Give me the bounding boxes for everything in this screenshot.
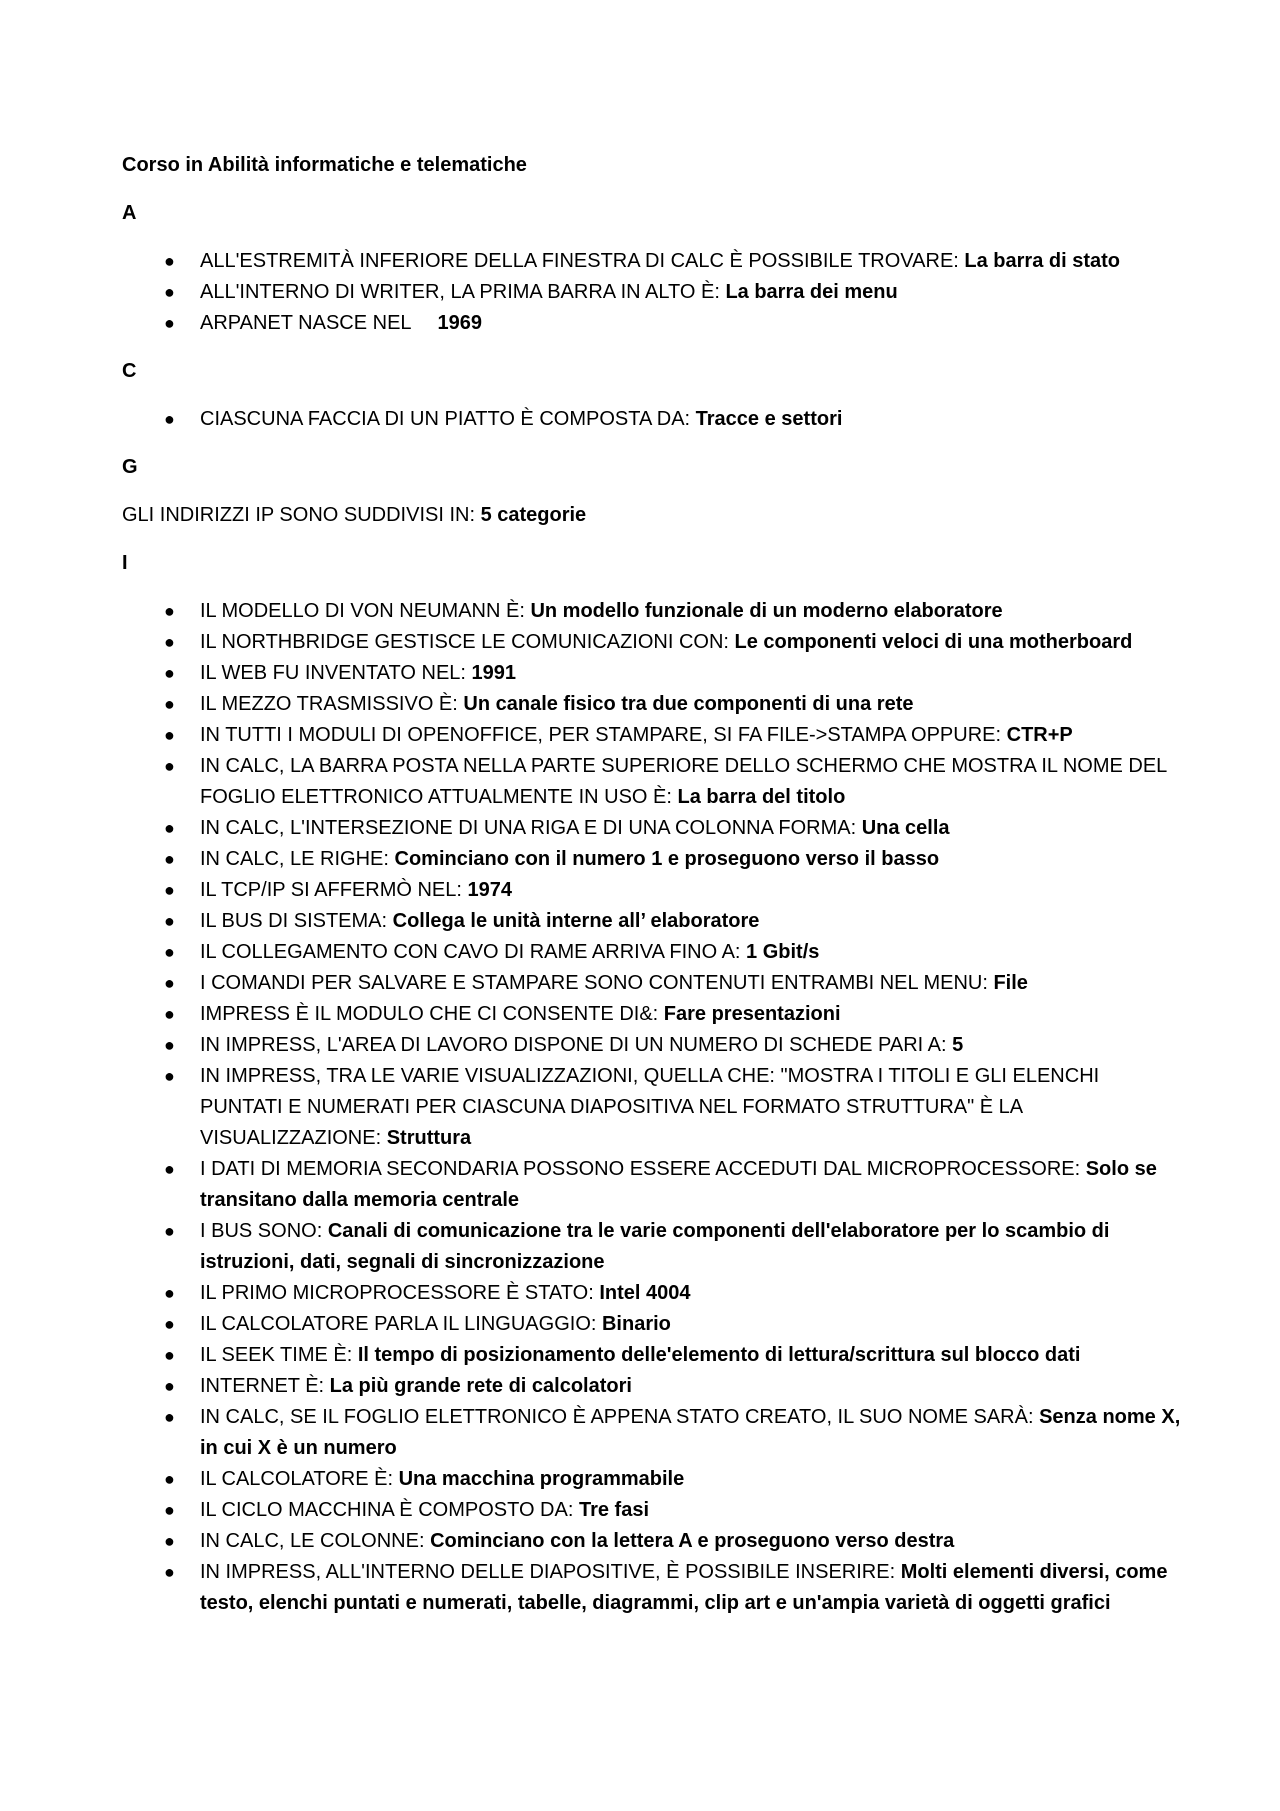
answer-text: Canali di comunicazione tra le varie componenti dell'elaboratore per lo scambio di istruzioni, dati, segnali di sincronizzazione	[200, 1220, 1110, 1273]
answer-text: La barra del titolo	[677, 786, 846, 808]
list-item	[122, 1464, 1182, 1495]
bullet-icon: ●	[164, 632, 175, 652]
answer-text: Fare presentazioni	[663, 1003, 841, 1025]
question-text: IMPRESS È IL MODULO CHE CI CONSENTE DI&:	[200, 1003, 664, 1025]
list-item	[122, 813, 1182, 844]
list-item	[122, 1278, 1182, 1309]
list-item	[122, 999, 1182, 1030]
bullet-icon: ●	[164, 818, 175, 838]
bullet-icon: ●	[164, 251, 175, 271]
question-text: IN IMPRESS, ALL'INTERNO DELLE DIAPOSITIVE, È POSSIBILE INSERIRE:	[200, 1561, 901, 1583]
list-item	[122, 1061, 1182, 1154]
list-item	[122, 1309, 1182, 1340]
list-item	[122, 1030, 1182, 1061]
answer-text: La barra dei menu	[725, 281, 898, 303]
answer-text: 5 categorie	[480, 504, 587, 526]
answer-text: Intel 4004	[599, 1282, 691, 1304]
answer-text: Senza nome X, in cui X è un numero	[200, 1406, 1181, 1459]
bullet-icon: ●	[164, 313, 175, 333]
answer-text: La più grande rete di calcolatori	[329, 1375, 632, 1397]
answer-text: 1 Gbit/s	[746, 941, 820, 963]
bullet-icon: ●	[164, 1314, 175, 1334]
bullet-icon: ●	[164, 849, 175, 869]
answer-text: 1969	[437, 312, 483, 334]
bullet-icon: ●	[164, 973, 175, 993]
question-text: IL COLLEGAMENTO CON CAVO DI RAME ARRIVA FINO A:	[200, 941, 747, 963]
bullet-icon: ●	[164, 1283, 175, 1303]
question-text: ARPANET NASCE NEL	[200, 312, 412, 334]
section-letter-g: G	[122, 456, 138, 478]
answer-text: Molti elementi diversi, come testo, elenchi puntati e numerati, tabelle, diagrammi, clip art e un'ampia varietà di oggetti grafici	[200, 1561, 1168, 1614]
bullet-icon: ●	[164, 1562, 175, 1582]
bullet-icon: ●	[164, 756, 175, 776]
list-item	[122, 906, 1182, 937]
question-text: IN IMPRESS, L'AREA DI LAVORO DISPONE DI UN NUMERO DI SCHEDE PARI A:	[200, 1034, 953, 1056]
section-letter-c: C	[122, 360, 137, 382]
answer-text: 1974	[467, 879, 512, 901]
bullet-icon: ●	[164, 282, 175, 302]
answer-text: Binario	[601, 1313, 671, 1335]
question-text: ALL'INTERNO DI WRITER, LA PRIMA BARRA IN ALTO È:	[200, 281, 726, 303]
answer-text: Una macchina programmabile	[398, 1468, 685, 1490]
list-item	[122, 1216, 1182, 1278]
list-item	[122, 1371, 1182, 1402]
question-text: IL TCP/IP SI AFFERMÒ NEL:	[200, 879, 468, 901]
question-text: ALL'ESTREMITÀ INFERIORE DELLA FINESTRA DI CALC È POSSIBILE TROVARE:	[200, 250, 965, 272]
answer-text: Tracce e settori	[695, 408, 843, 430]
answer-text: Un canale fisico tra due componenti di una rete	[463, 693, 914, 715]
list-item	[122, 1154, 1182, 1216]
question-text: IN CALC, L'INTERSEZIONE DI UNA RIGA E DI UNA COLONNA FORMA:	[200, 817, 862, 839]
section-c-list	[122, 404, 1182, 435]
list-item	[122, 658, 1182, 689]
answer-text: La barra di stato	[964, 250, 1121, 272]
bullet-icon: ●	[164, 663, 175, 683]
section-g-paragraph	[122, 500, 1182, 531]
bullet-icon: ●	[164, 601, 175, 621]
answer-text: Collega le unità interne all’ elaboratore	[392, 910, 760, 932]
bullet-icon: ●	[164, 1066, 175, 1086]
question-text: IL CALCOLATORE PARLA IL LINGUAGGIO:	[200, 1313, 602, 1335]
answer-text: File	[993, 972, 1028, 994]
answer-text: Le componenti veloci di una motherboard	[734, 631, 1133, 653]
bullet-icon: ●	[164, 1035, 175, 1055]
question-text: IN CALC, SE IL FOGLIO ELETTRONICO È APPENA STATO CREATO, IL SUO NOME SARÀ:	[200, 1406, 1040, 1428]
question-text: IL PRIMO MICROPROCESSORE È STATO:	[200, 1282, 600, 1304]
answer-text: Struttura	[386, 1127, 472, 1149]
question-text: IN CALC, LA BARRA POSTA NELLA PARTE SUPERIORE DELLO SCHERMO CHE MOSTRA IL NOME DEL FOGLIO ELETTRONICO ATTUALMENTE IN USO È:	[200, 755, 1167, 808]
answer-text: CTR+P	[1006, 724, 1073, 746]
question-text: I DATI DI MEMORIA SECONDARIA POSSONO ESSERE ACCEDUTI DAL MICROPROCESSORE:	[200, 1158, 1086, 1180]
list-item	[122, 875, 1182, 906]
list-item	[122, 596, 1182, 627]
section-letter-a: A	[122, 202, 137, 224]
list-item	[122, 1495, 1182, 1526]
bullet-icon: ●	[164, 1221, 175, 1241]
bullet-icon: ●	[164, 694, 175, 714]
bullet-icon: ●	[164, 880, 175, 900]
list-item	[122, 689, 1182, 720]
question-text: GLI INDIRIZZI IP SONO SUDDIVISI IN:	[122, 504, 481, 526]
question-text: IL MODELLO DI VON NEUMANN È:	[200, 600, 531, 622]
bullet-icon: ●	[164, 1004, 175, 1024]
answer-text: Cominciano con la lettera A e proseguono verso destra	[430, 1530, 955, 1552]
bullet-icon: ●	[164, 1407, 175, 1427]
list-item	[122, 1557, 1182, 1619]
section-i-list	[122, 596, 1182, 1619]
bullet-icon: ●	[164, 409, 175, 429]
question-text: IL MEZZO TRASMISSIVO È:	[200, 693, 464, 715]
question-text: IN TUTTI I MODULI DI OPENOFFICE, PER STAMPARE, SI FA FILE->STAMPA OPPURE:	[200, 724, 1007, 746]
answer-text: 5	[952, 1034, 964, 1056]
question-text: I BUS SONO:	[200, 1220, 328, 1242]
bullet-icon: ●	[164, 942, 175, 962]
bullet-icon: ●	[164, 725, 175, 745]
bullet-icon: ●	[164, 1345, 175, 1365]
list-item	[122, 1526, 1182, 1557]
question-text: IL BUS DI SISTEMA:	[200, 910, 393, 932]
bullet-icon: ●	[164, 1469, 175, 1489]
question-text: IN CALC, LE RIGHE:	[200, 848, 395, 870]
answer-text: Una cella	[861, 817, 950, 839]
answer-text: Il tempo di posizionamento delle'elemento di lettura/scrittura sul blocco dati	[357, 1344, 1081, 1366]
question-text: IL CALCOLATORE È:	[200, 1468, 399, 1490]
list-item	[122, 308, 1182, 339]
section-letter-i: I	[122, 552, 128, 574]
question-text: INTERNET È:	[200, 1375, 330, 1397]
answer-text: Solo se transitano dalla memoria centrale	[200, 1158, 1157, 1211]
list-item	[122, 968, 1182, 999]
question-text: IL WEB FU INVENTATO NEL:	[200, 662, 472, 684]
list-item	[122, 1340, 1182, 1371]
answer-text: Tre fasi	[578, 1499, 650, 1521]
answer-text: Cominciano con il numero 1 e proseguono verso il basso	[394, 848, 940, 870]
bullet-icon: ●	[164, 911, 175, 931]
list-item	[122, 751, 1182, 813]
list-item	[122, 937, 1182, 968]
question-text: I COMANDI PER SALVARE E STAMPARE SONO CONTENUTI ENTRAMBI NEL MENU:	[200, 972, 994, 994]
bullet-icon: ●	[164, 1531, 175, 1551]
document-page	[122, 150, 1182, 1636]
question-text: CIASCUNA FACCIA DI UN PIATTO È COMPOSTA DA:	[200, 408, 696, 430]
list-item	[122, 720, 1182, 751]
list-item	[122, 404, 1182, 435]
bullet-icon: ●	[164, 1376, 175, 1396]
question-text: IL CICLO MACCHINA È COMPOSTO DA:	[200, 1499, 579, 1521]
list-item	[122, 246, 1182, 277]
answer-text: Un modello funzionale di un moderno elaboratore	[530, 600, 1003, 622]
bullet-icon: ●	[164, 1159, 175, 1179]
list-item	[122, 627, 1182, 658]
document-title: Corso in Abilità informatiche e telematiche	[122, 154, 527, 176]
question-text: IN CALC, LE COLONNE:	[200, 1530, 431, 1552]
section-a-list	[122, 246, 1182, 339]
list-item	[122, 1402, 1182, 1464]
question-text: IN IMPRESS, TRA LE VARIE VISUALIZZAZIONI, QUELLA CHE: "MOSTRA I TITOLI E GLI ELENCHI PUNTATI E NUMERATI PER CIASCUNA DIAPOSITIVA NEL FORMATO STRUTTURA" È LA VISUALIZZAZIONE:	[200, 1065, 1100, 1149]
question-text: IL SEEK TIME È:	[200, 1344, 358, 1366]
answer-text: 1991	[471, 662, 517, 684]
bullet-icon: ●	[164, 1500, 175, 1520]
list-item	[122, 844, 1182, 875]
list-item	[122, 277, 1182, 308]
question-text: IL NORTHBRIDGE GESTISCE LE COMUNICAZIONI CON:	[200, 631, 735, 653]
